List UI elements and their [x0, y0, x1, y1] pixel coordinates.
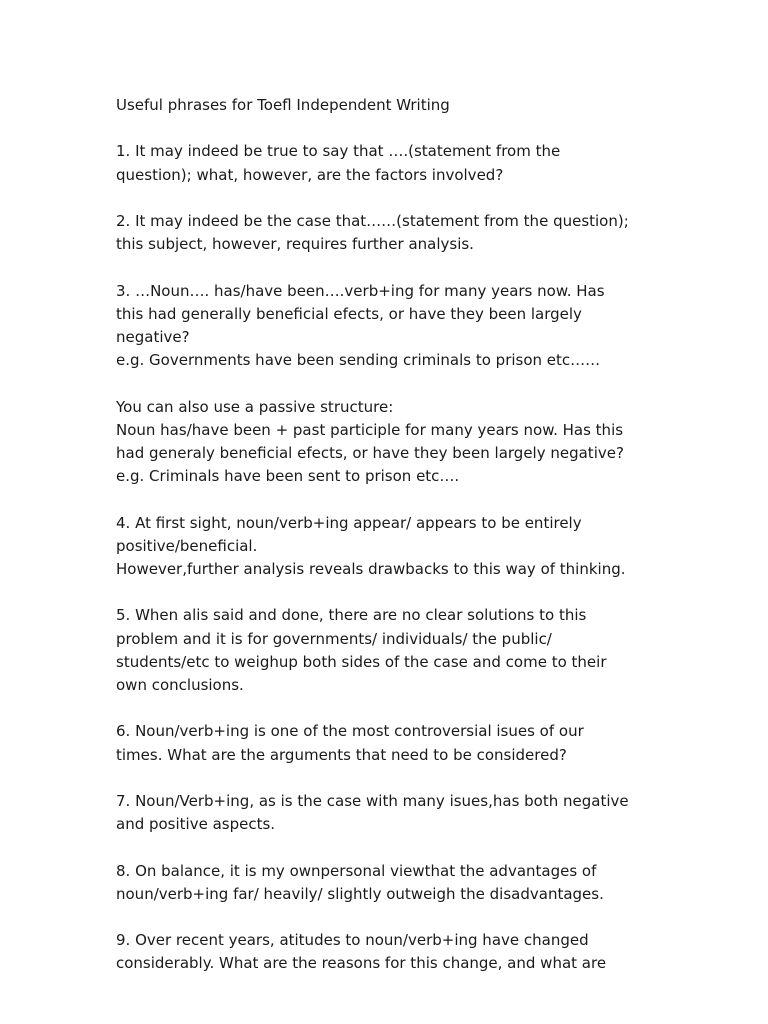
paragraph-line: own conclusions.: [116, 675, 244, 694]
paragraph-line: this had generally beneficial efects, or have they been largely: [116, 304, 582, 323]
paragraph-line: students/etc to weighup both sides of the case and come to their: [116, 652, 607, 671]
paragraph-line: 9. Over recent years, atitudes to noun/verb+ing have changed: [116, 931, 589, 950]
phrase-paragraph: [116, 929, 656, 975]
phrase-paragraph: [116, 280, 656, 373]
phrase-paragraph: [116, 512, 656, 582]
paragraph-line: You can also use a passive structure:: [116, 397, 394, 416]
paragraph-line: and positive aspects.: [116, 815, 276, 834]
paragraph-line: considerably. What are the reasons for this change, and what are: [116, 954, 607, 973]
paragraph-line: 8. On balance, it is my ownpersonal viewthat the advantages of: [116, 861, 597, 880]
document-title: Useful phrases for Toefl Independent Writing: [116, 96, 450, 114]
paragraph-line: problem and it is for governments/ individuals/ the public/: [116, 629, 552, 648]
paragraph-line: Noun has/have been + past participle for many years now. Has this: [116, 420, 624, 439]
paragraph-line: However,further analysis reveals drawbacks to this way of thinking.: [116, 559, 626, 578]
paragraph-line: 1. It may indeed be true to say that ….(statement from the: [116, 142, 561, 161]
paragraph-line: 6. Noun/verb+ing is one of the most controversial isues of our: [116, 722, 584, 741]
paragraph-line: had generaly beneficial efects, or have they been largely negative?: [116, 443, 624, 462]
paragraph-line: 7. Noun/Verb+ing, as is the case with many isues,has both negative: [116, 791, 629, 810]
document-body: [116, 140, 656, 975]
paragraph-line: 2. It may indeed be the case that……(statement from the question);: [116, 211, 629, 230]
paragraph-line: noun/verb+ing far/ heavily/ slightly outweigh the disadvantages.: [116, 884, 604, 903]
paragraph-line: this subject, however, requires further analysis.: [116, 235, 474, 254]
phrase-paragraph: [116, 860, 656, 906]
paragraph-line: e.g. Governments have been sending criminals to prison etc……: [116, 351, 601, 370]
paragraph-line: negative?: [116, 327, 190, 346]
phrase-paragraph: [116, 210, 656, 256]
paragraph-line: e.g. Criminals have been sent to prison etc….: [116, 467, 460, 486]
phrase-paragraph: [116, 140, 656, 186]
paragraph-line: times. What are the arguments that need to be considered?: [116, 745, 567, 764]
paragraph-line: 4. At first sight, noun/verb+ing appear/ appears to be entirely: [116, 513, 582, 532]
document-page: [116, 94, 656, 999]
phrase-paragraph: [116, 604, 656, 697]
paragraph-line: positive/beneficial.: [116, 536, 258, 555]
paragraph-line: question); what, however, are the factors involved?: [116, 165, 504, 184]
paragraph-line: 5. When alis said and done, there are no clear solutions to this: [116, 606, 587, 625]
phrase-paragraph: [116, 396, 656, 489]
phrase-paragraph: [116, 790, 656, 836]
phrase-paragraph: [116, 720, 656, 766]
paragraph-line: 3. …Noun…. has/have been….verb+ing for many years now. Has: [116, 281, 605, 300]
